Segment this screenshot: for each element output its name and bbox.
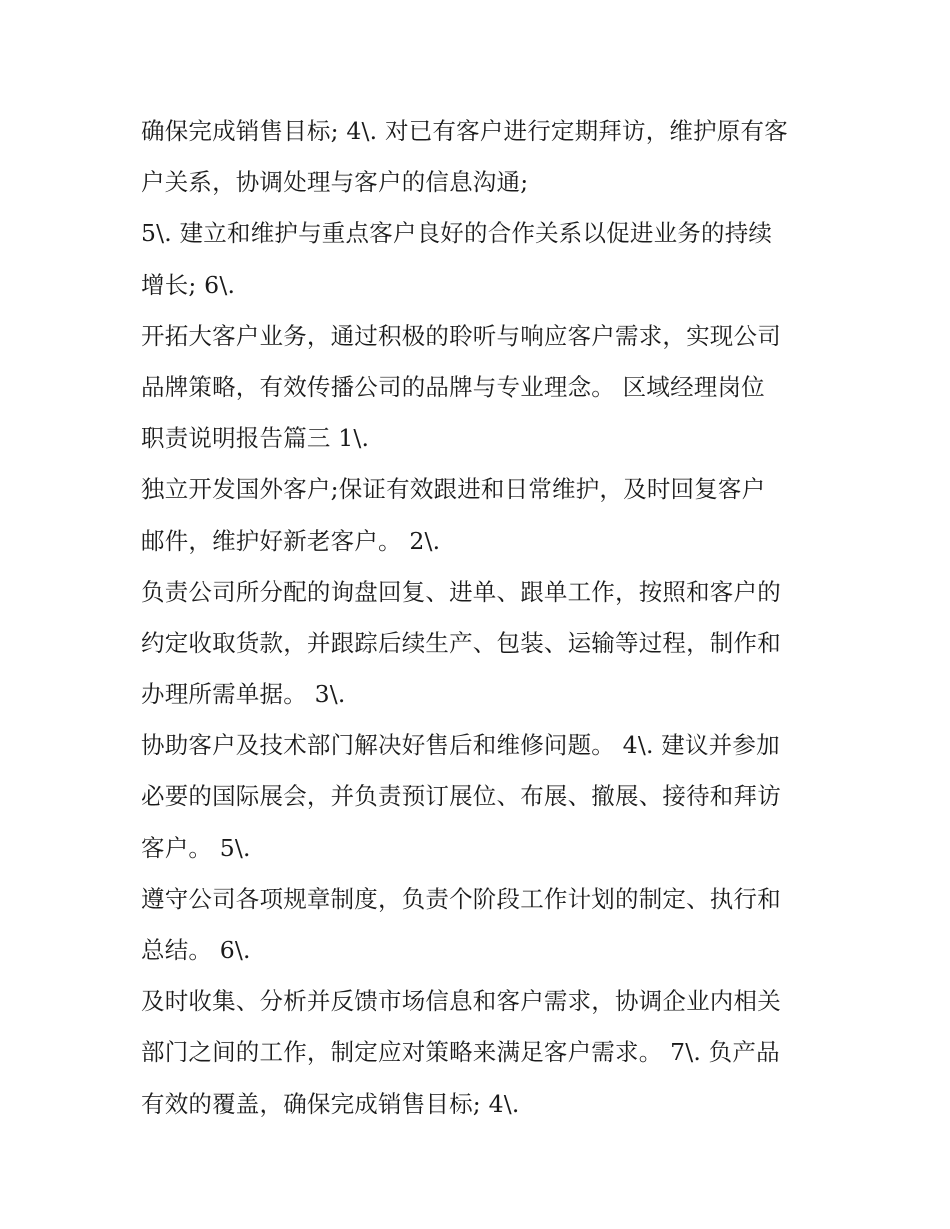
text-line: 独立开发国外客户;保证有效跟进和日常维护，及时回复客户: [141, 475, 766, 504]
text-line: 遵守公司各项规章制度，负责个阶段工作计划的制定、执行和: [141, 884, 781, 913]
text-line: 必要的国际展会，并负责预订展位、布展、撤展、接待和拜访: [141, 782, 781, 811]
text-line: 客户。 5\.: [141, 833, 251, 862]
text-line: 办理所需单据。 3\.: [141, 680, 346, 709]
text-line: 部门之间的工作，制定应对策略来满足客户需求。 7\. 负产品: [141, 1038, 780, 1067]
text-line: 约定收取货款，并跟踪后续生产、包装、运输等过程，制作和: [141, 628, 781, 657]
text-line: 开拓大客户业务，通过积极的聆听与响应客户需求，实现公司: [141, 321, 781, 350]
text-line: 5\. 建立和维护与重点客户良好的合作关系以促进业务的持续: [141, 219, 773, 248]
text-line: 有效的覆盖，确保完成销售目标; 4\.: [141, 1089, 520, 1118]
text-line: 及时收集、分析并反馈市场信息和客户需求，协调企业内相关: [141, 987, 781, 1016]
text-line: 品牌策略，有效传播公司的品牌与专业理念。 区域经理岗位: [141, 372, 765, 401]
document-body: [141, 106, 821, 1130]
text-line: 负责公司所分配的询盘回复、进单、跟单工作，按照和客户的: [141, 577, 781, 606]
text-line: 协助客户及技术部门解决好售后和维修问题。 4\. 建议并参加: [141, 731, 780, 760]
text-line: 邮件，维护好新老客户。 2\.: [141, 526, 441, 555]
text-line: 确保完成销售目标; 4\. 对已有客户进行定期拜访，维护原有客: [141, 117, 788, 145]
text-line: 总结。 6\.: [141, 936, 251, 964]
text-line: 增长; 6\.: [141, 270, 236, 299]
text-line: 职责说明报告篇三 1\.: [141, 424, 370, 453]
text-line: 户关系，协调处理与客户的信息沟通;: [141, 168, 529, 197]
